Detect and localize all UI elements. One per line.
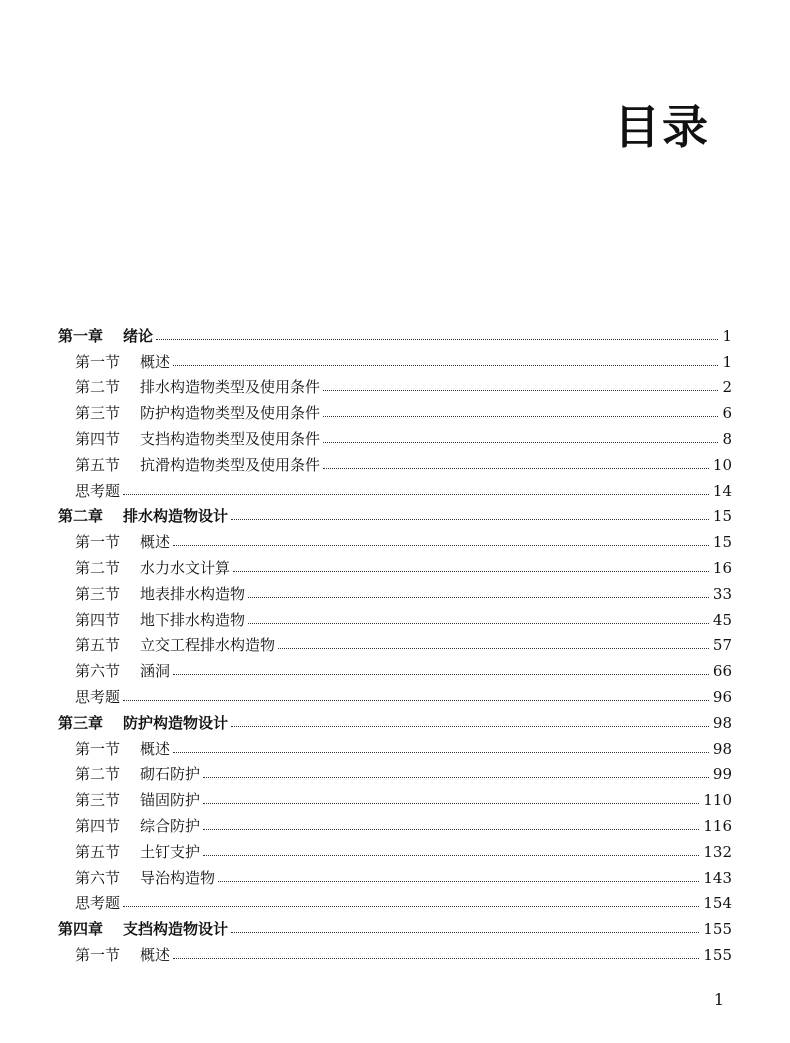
toc-entry-page-number: 132 — [703, 842, 732, 861]
toc-entry-label: 第四节 — [75, 816, 121, 835]
toc-entry-label: 第四章 — [58, 920, 104, 939]
toc-entry-label: 第三节 — [75, 404, 121, 423]
toc-entry-title: 排水构造物设计 — [123, 507, 229, 526]
dot-leader — [218, 881, 699, 882]
toc-entry-label: 第二章 — [58, 507, 104, 526]
toc-entry-label: 思考题 — [75, 481, 121, 500]
toc-entry-title: 砌石防护 — [140, 765, 201, 784]
toc-entry-label: 第二节 — [75, 765, 121, 784]
toc-entry-page-number: 110 — [703, 791, 732, 810]
toc-entry-label: 第一章 — [58, 326, 104, 345]
toc-section-entry[interactable] — [75, 449, 732, 475]
dot-leader — [123, 700, 709, 701]
toc-entry-page-number: 14 — [712, 481, 732, 500]
toc-entry-title: 导治构造物 — [140, 868, 216, 887]
toc-entry-page-number: 16 — [712, 558, 732, 577]
dot-leader — [173, 752, 709, 753]
table-of-contents — [0, 320, 790, 965]
toc-section-entry[interactable] — [75, 372, 732, 398]
toc-entry-title: 概述 — [140, 945, 171, 964]
toc-entry-title: 涵洞 — [140, 662, 171, 681]
toc-entry-title: 概述 — [140, 739, 171, 758]
toc-section-entry[interactable] — [75, 630, 732, 656]
dot-leader — [203, 855, 699, 856]
toc-section-entry[interactable] — [75, 655, 732, 681]
toc-section-entry[interactable] — [75, 397, 732, 423]
toc-entry-page-number: 6 — [722, 404, 732, 423]
dot-leader — [203, 829, 699, 830]
toc-entry-page-number: 15 — [712, 533, 732, 552]
toc-entry-title: 绪论 — [123, 326, 154, 345]
toc-section-entry[interactable] — [75, 423, 732, 449]
dot-leader — [323, 416, 718, 417]
toc-entry-label: 第五节 — [75, 636, 121, 655]
toc-entry-label: 第一节 — [75, 739, 121, 758]
page-title: 目录 — [614, 100, 710, 154]
toc-entry-page-number: 155 — [703, 920, 732, 939]
dot-leader — [173, 365, 718, 366]
dot-leader — [203, 777, 709, 778]
toc-entry-label: 第五节 — [75, 842, 121, 861]
dot-leader — [278, 648, 709, 649]
toc-chapter-entry[interactable] — [58, 913, 732, 939]
toc-entry-label: 第六节 — [75, 662, 121, 681]
toc-entry-page-number: 96 — [712, 687, 732, 706]
toc-section-entry[interactable] — [75, 810, 732, 836]
toc-entry-label: 第二节 — [75, 378, 121, 397]
toc-entry-label: 第二节 — [75, 558, 121, 577]
toc-entry-page-number: 98 — [712, 713, 732, 732]
toc-section-entry[interactable] — [75, 526, 732, 552]
toc-entry-page-number: 99 — [712, 765, 732, 784]
toc-entry-title: 防护构造物设计 — [123, 713, 229, 732]
toc-section-entry[interactable] — [75, 681, 732, 707]
dot-leader — [323, 468, 709, 469]
dot-leader — [231, 932, 699, 933]
toc-entry-title: 土钉支护 — [140, 842, 201, 861]
toc-chapter-entry[interactable] — [58, 320, 732, 346]
toc-section-entry[interactable] — [75, 475, 732, 501]
toc-entry-label: 第四节 — [75, 610, 121, 629]
dot-leader — [173, 674, 709, 675]
dot-leader — [123, 906, 699, 907]
toc-entry-label: 思考题 — [75, 687, 121, 706]
toc-entry-page-number: 2 — [722, 378, 732, 397]
toc-entry-title: 立交工程排水构造物 — [140, 636, 276, 655]
toc-entry-page-number: 15 — [712, 507, 732, 526]
dot-leader — [156, 339, 718, 340]
toc-entry-title: 综合防护 — [140, 816, 201, 835]
toc-entry-page-number: 57 — [712, 636, 732, 655]
dot-leader — [173, 545, 709, 546]
toc-entry-page-number: 1 — [722, 352, 732, 371]
toc-entry-label: 第一节 — [75, 945, 121, 964]
dot-leader — [231, 519, 709, 520]
toc-entry-page-number: 66 — [712, 662, 732, 681]
toc-chapter-entry[interactable] — [58, 707, 732, 733]
toc-section-entry[interactable] — [75, 733, 732, 759]
toc-entry-page-number: 98 — [712, 739, 732, 758]
toc-chapter-entry[interactable] — [58, 501, 732, 527]
toc-entry-title: 概述 — [140, 352, 171, 371]
dot-leader — [323, 442, 718, 443]
toc-section-entry[interactable] — [75, 888, 732, 914]
toc-entry-title: 防护构造物类型及使用条件 — [140, 404, 321, 423]
toc-entry-label: 第一节 — [75, 533, 121, 552]
toc-entry-title: 地表排水构造物 — [140, 584, 246, 603]
toc-entry-page-number: 155 — [703, 945, 732, 964]
toc-section-entry[interactable] — [75, 346, 732, 372]
toc-entry-page-number: 1 — [722, 326, 732, 345]
dot-leader — [231, 726, 709, 727]
toc-entry-label: 思考题 — [75, 894, 121, 913]
toc-entry-label: 第三节 — [75, 584, 121, 603]
toc-section-entry[interactable] — [75, 836, 732, 862]
toc-entry-page-number: 143 — [703, 868, 732, 887]
toc-section-entry[interactable] — [75, 552, 732, 578]
toc-entry-label: 第一节 — [75, 352, 121, 371]
dot-leader — [173, 958, 699, 959]
toc-entry-title: 地下排水构造物 — [140, 610, 246, 629]
toc-entry-title: 排水构造物类型及使用条件 — [140, 378, 321, 397]
toc-entry-label: 第五节 — [75, 455, 121, 474]
dot-leader — [203, 803, 699, 804]
toc-entry-title: 支挡构造物设计 — [123, 920, 229, 939]
dot-leader — [323, 390, 718, 391]
toc-entry-title: 概述 — [140, 533, 171, 552]
toc-section-entry[interactable] — [75, 759, 732, 785]
toc-section-entry[interactable] — [75, 604, 732, 630]
dot-leader — [248, 597, 709, 598]
toc-section-entry[interactable] — [75, 939, 732, 965]
toc-entry-page-number: 154 — [703, 894, 732, 913]
toc-section-entry[interactable] — [75, 578, 732, 604]
toc-entry-title: 抗滑构造物类型及使用条件 — [140, 455, 321, 474]
toc-section-entry[interactable] — [75, 784, 732, 810]
toc-entry-page-number: 10 — [712, 455, 732, 474]
toc-entry-label: 第四节 — [75, 429, 121, 448]
toc-entry-page-number: 33 — [712, 584, 732, 603]
page-number-footer: 1 — [713, 990, 724, 1009]
toc-entry-label: 第三节 — [75, 791, 121, 810]
dot-leader — [248, 623, 709, 624]
toc-entry-title: 锚固防护 — [140, 791, 201, 810]
toc-entry-label: 第三章 — [58, 713, 104, 732]
dot-leader — [123, 494, 709, 495]
toc-entry-label: 第六节 — [75, 868, 121, 887]
toc-entry-title: 支挡构造物类型及使用条件 — [140, 429, 321, 448]
toc-entry-page-number: 45 — [712, 610, 732, 629]
toc-entry-title: 水力水文计算 — [140, 558, 231, 577]
toc-section-entry[interactable] — [75, 862, 732, 888]
toc-entry-page-number: 116 — [703, 816, 732, 835]
dot-leader — [233, 571, 709, 572]
toc-entry-page-number: 8 — [722, 429, 732, 448]
